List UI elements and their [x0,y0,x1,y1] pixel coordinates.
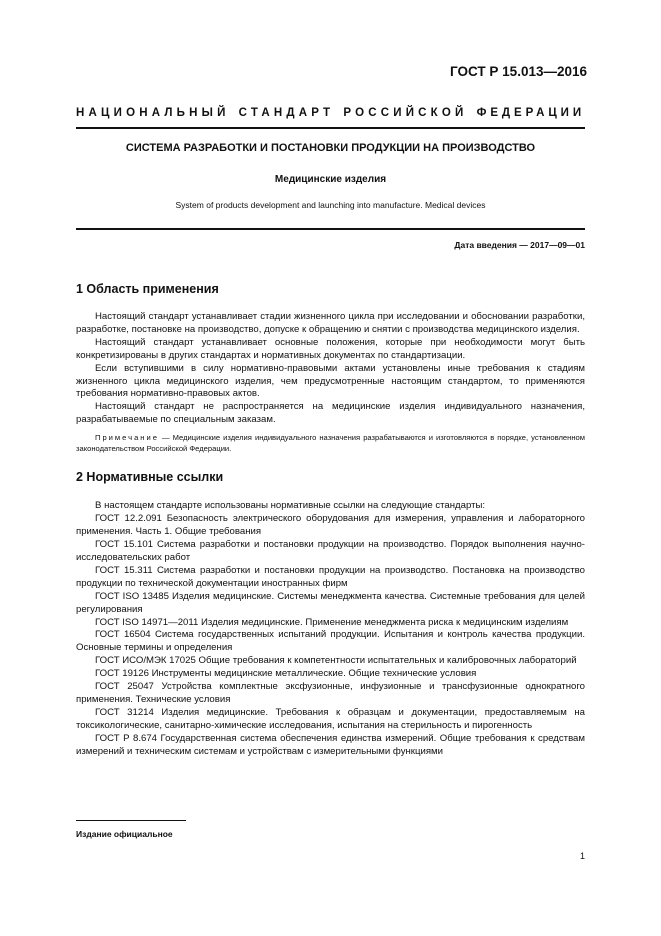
note [76,433,585,454]
note-label: Примечание [95,433,159,443]
document-code: ГОСТ Р 15.013—2016 [450,64,587,79]
paragraph: Настоящий стандарт не распространяется на медицинские изделия индивидуального назначения, разрабатываемые по специальным заказам. [76,401,585,426]
note-text: — Медицинские изделия индивидуального назначения разрабатываются и изготовляются в порядке, установленном законодательством Российской Федерации. [76,433,585,453]
reference-item: ГОСТ 15.101 Система разработки и постановки продукции на производство. Порядок выполнения научно-исследовательских работ [76,539,585,563]
reference-item: ГОСТ ИСО/МЭК 17025 Общие требования к компетентности испытательных и калибровочных лабораторий [95,655,577,667]
section-heading: 2 Нормативные ссылки [76,470,224,485]
system-title: СИСТЕМА РАЗРАБОТКИ И ПОСТАНОВКИ ПРОДУКЦИИ НА ПРОИЗВОДСТВО [125,142,536,154]
paragraph: В настоящем стандарте использованы нормативные ссылки на следующие стандарты: [95,500,486,512]
national-standard-banner [76,107,585,119]
paragraph: Настоящий стандарт устанавливает основные положения, которые при необходимости могут быть конкретизированы в других стандартах и нормативных документах по стандартизации. [76,336,585,361]
reference-item: ГОСТ ISO 13485 Изделия медицинские. Системы менеджмента качества. Системные требования для целей регулирования [76,590,585,615]
section-heading: 1 Область применения [76,282,219,296]
banner-word: РОССИЙСКОЙ [343,107,468,119]
reference-item: ГОСТ 19126 Инструменты медицинские металлические. Общие технические условия [95,668,477,680]
official-edition-label: Издание официальное [76,829,173,839]
reference-item: ГОСТ 25047 Устройства комплектные эксфузионные, инфузионные и трансфузионные однократного применения. Технические условия [76,681,585,705]
reference-item: ГОСТ 12.2.091 Безопасность электрического оборудования для измерения, управления и лабораторного применения. Часть 1. Общие требования [76,513,585,538]
top-divider [76,127,585,129]
reference-item: ГОСТ 16504 Система государственных испытаний продукции. Испытания и контроль качества продукции. Основные термины и определения [76,629,585,654]
page-number: 1 [579,851,585,861]
banner-word: СТАНДАРТ [238,107,335,119]
reference-item: ГОСТ 31214 Изделия медицинские. Требования к образцам и документации, предоставляемым на токсикологические, санитарно-химические исследования, испытания на стерильность и пирогенность [76,706,585,731]
reference-item: ГОСТ 15.311 Система разработки и постановки продукции на производство. Постановка на производство продукции по технической документации иностранных фирм [76,564,585,589]
reference-item: ГОСТ Р 8.674 Государственная система обеспечения единства измерений. Общие требования к средствам измерений и техническим системам и устройствам с измерительными функциями [76,732,585,757]
document-body [76,282,585,758]
banner-word: НАЦИОНАЛЬНЫЙ [76,107,230,119]
footer-divider [76,820,186,821]
paragraph: Настоящий стандарт устанавливает стадии жизненного цикла при исследовании и обосновании разработки, разработке, постановке на производство, допуске к обращению и снятии с производства медицинского изделия. [76,311,585,335]
paragraph: Если вступившими в силу нормативно-правовыми актами установлены иные требования к стадиям жизненного цикла медицинского изделия, чем предусмотренные настоящим стандартом, то применяются требования нормативно-правовых актов. [76,362,585,400]
reference-item: ГОСТ ISO 14971—2011 Изделия медицинские. Применение менеджмента риска к медицинским изделиям [95,616,569,628]
subtitle: Медицинские изделия [274,174,387,185]
title-divider [76,228,585,230]
english-title: System of products development and launching into manufacture. Medical devices [175,200,486,210]
banner-word: ФЕДЕРАЦИИ [476,107,585,119]
introduction-date: Дата введения — 2017—09—01 [454,240,585,250]
